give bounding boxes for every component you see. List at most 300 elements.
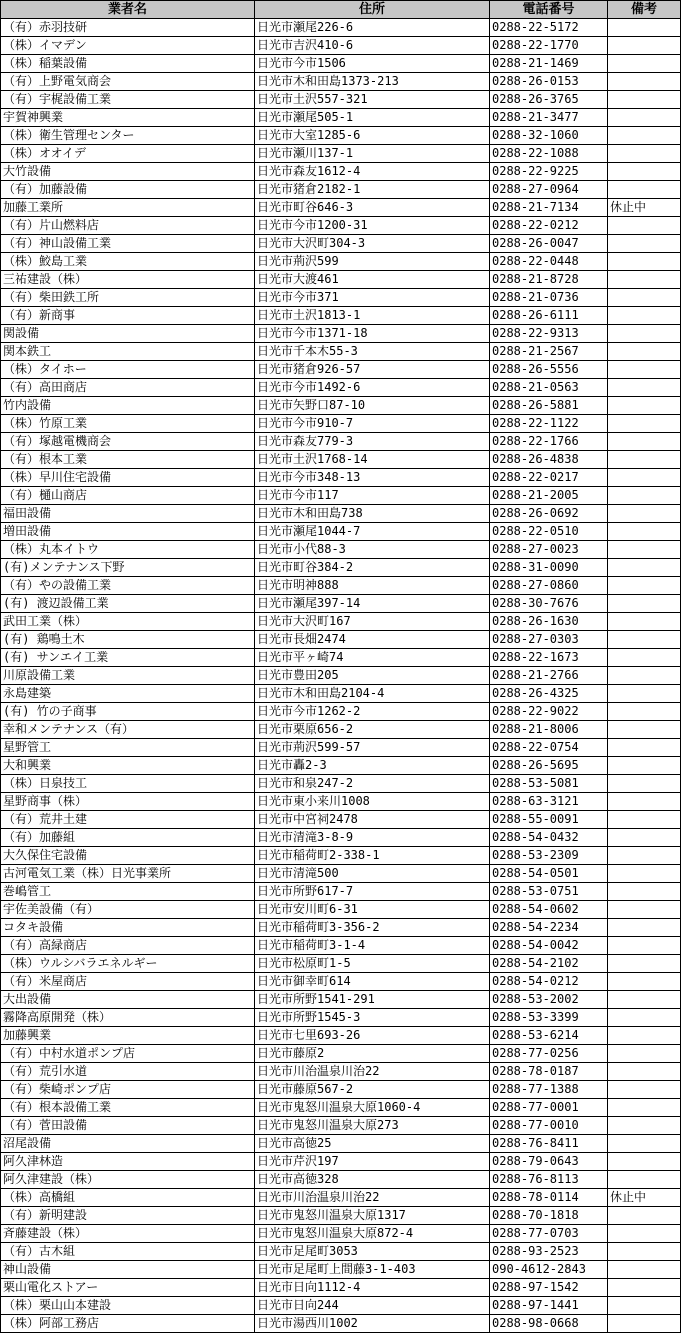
remarks-cell bbox=[608, 1081, 681, 1099]
phone-cell: 090-4612-2843 bbox=[490, 1261, 608, 1279]
company-name-cell: （株）オオイデ bbox=[1, 145, 255, 163]
phone-cell: 0288-26-0047 bbox=[490, 235, 608, 253]
address-cell: 日光市所野1541-291 bbox=[255, 991, 490, 1009]
remarks-cell bbox=[608, 1297, 681, 1315]
address-cell: 日光市湯西川1002 bbox=[255, 1315, 490, 1333]
company-name-cell: 霧降高原開発（株） bbox=[1, 1009, 255, 1027]
address-cell: 日光市大沢町304-3 bbox=[255, 235, 490, 253]
address-cell: 日光市稲荷町3-356-2 bbox=[255, 919, 490, 937]
remarks-cell bbox=[608, 757, 681, 775]
phone-cell: 0288-26-5881 bbox=[490, 397, 608, 415]
table-row bbox=[1, 523, 681, 541]
company-name-cell: 星野管工 bbox=[1, 739, 255, 757]
phone-cell: 0288-26-0692 bbox=[490, 505, 608, 523]
table-row bbox=[1, 937, 681, 955]
company-name-cell: (有)メンテナンス下野 bbox=[1, 559, 255, 577]
phone-cell: 0288-53-0751 bbox=[490, 883, 608, 901]
remarks-cell bbox=[608, 577, 681, 595]
table-row bbox=[1, 1009, 681, 1027]
address-cell: 日光市平ヶ崎74 bbox=[255, 649, 490, 667]
company-name-cell: 増田設備 bbox=[1, 523, 255, 541]
remarks-cell bbox=[608, 1153, 681, 1171]
table-row bbox=[1, 55, 681, 73]
phone-cell: 0288-26-6111 bbox=[490, 307, 608, 325]
phone-cell: 0288-77-1388 bbox=[490, 1081, 608, 1099]
company-name-cell: （有）根本工業 bbox=[1, 451, 255, 469]
company-name-cell: （有）塚越電機商会 bbox=[1, 433, 255, 451]
table-row bbox=[1, 235, 681, 253]
remarks-cell bbox=[608, 163, 681, 181]
table-row bbox=[1, 415, 681, 433]
company-name-cell: 古河電気工業（株）日光事業所 bbox=[1, 865, 255, 883]
phone-cell: 0288-63-3121 bbox=[490, 793, 608, 811]
phone-cell: 0288-54-2234 bbox=[490, 919, 608, 937]
address-cell: 日光市小代88-3 bbox=[255, 541, 490, 559]
table-row bbox=[1, 469, 681, 487]
company-name-cell: 阿久津林造 bbox=[1, 1153, 255, 1171]
company-name-cell: 加藤興業 bbox=[1, 1027, 255, 1045]
phone-cell: 0288-32-1060 bbox=[490, 127, 608, 145]
company-name-cell: 宇賀神興業 bbox=[1, 109, 255, 127]
phone-cell: 0288-22-0448 bbox=[490, 253, 608, 271]
company-name-cell: （有）荒引水道 bbox=[1, 1063, 255, 1081]
remarks-cell bbox=[608, 325, 681, 343]
phone-cell: 0288-97-1542 bbox=[490, 1279, 608, 1297]
address-cell: 日光市森友779-3 bbox=[255, 433, 490, 451]
remarks-cell bbox=[608, 271, 681, 289]
table-row bbox=[1, 1045, 681, 1063]
remarks-cell bbox=[608, 865, 681, 883]
address-cell: 日光市栗原656-2 bbox=[255, 721, 490, 739]
address-cell: 日光市瀬尾226-6 bbox=[255, 19, 490, 37]
company-name-cell: 沼尾設備 bbox=[1, 1135, 255, 1153]
address-cell: 日光市瀬尾505-1 bbox=[255, 109, 490, 127]
table-row bbox=[1, 1207, 681, 1225]
phone-cell: 0288-22-0212 bbox=[490, 217, 608, 235]
company-name-cell: (有) 渡辺設備工業 bbox=[1, 595, 255, 613]
table-row bbox=[1, 127, 681, 145]
phone-cell: 0288-93-2523 bbox=[490, 1243, 608, 1261]
header-phone: 電話番号 bbox=[490, 1, 608, 19]
remarks-cell bbox=[608, 541, 681, 559]
table-row bbox=[1, 721, 681, 739]
remarks-cell: 休止中 bbox=[608, 1189, 681, 1207]
phone-cell: 0288-27-0303 bbox=[490, 631, 608, 649]
address-cell: 日光市所野617-7 bbox=[255, 883, 490, 901]
address-cell: 日光市今市348-13 bbox=[255, 469, 490, 487]
remarks-cell bbox=[608, 505, 681, 523]
table-row bbox=[1, 811, 681, 829]
phone-cell: 0288-22-1122 bbox=[490, 415, 608, 433]
address-cell: 日光市土沢1768-14 bbox=[255, 451, 490, 469]
address-cell: 日光市今市1506 bbox=[255, 55, 490, 73]
phone-cell: 0288-22-9313 bbox=[490, 325, 608, 343]
phone-cell: 0288-79-0643 bbox=[490, 1153, 608, 1171]
phone-cell: 0288-30-7676 bbox=[490, 595, 608, 613]
remarks-cell bbox=[608, 253, 681, 271]
table-row bbox=[1, 325, 681, 343]
header-company-name: 業者名 bbox=[1, 1, 255, 19]
remarks-cell bbox=[608, 37, 681, 55]
remarks-cell bbox=[608, 217, 681, 235]
phone-cell: 0288-53-2002 bbox=[490, 991, 608, 1009]
address-cell: 日光市稲荷町2-338-1 bbox=[255, 847, 490, 865]
address-cell: 日光市大室1285-6 bbox=[255, 127, 490, 145]
remarks-cell bbox=[608, 829, 681, 847]
company-name-cell: 三祐建設（株） bbox=[1, 271, 255, 289]
phone-cell: 0288-54-0042 bbox=[490, 937, 608, 955]
table-row bbox=[1, 883, 681, 901]
table-row bbox=[1, 793, 681, 811]
remarks-cell bbox=[608, 397, 681, 415]
phone-cell: 0288-77-0010 bbox=[490, 1117, 608, 1135]
address-cell: 日光市清滝500 bbox=[255, 865, 490, 883]
remarks-cell bbox=[608, 487, 681, 505]
table-body bbox=[1, 19, 681, 1333]
company-name-cell: （有）樋山商店 bbox=[1, 487, 255, 505]
remarks-cell bbox=[608, 181, 681, 199]
remarks-cell bbox=[608, 343, 681, 361]
company-name-cell: （有）加藤設備 bbox=[1, 181, 255, 199]
remarks-cell bbox=[608, 955, 681, 973]
address-cell: 日光市千本木55-3 bbox=[255, 343, 490, 361]
phone-cell: 0288-78-0114 bbox=[490, 1189, 608, 1207]
phone-cell: 0288-53-2309 bbox=[490, 847, 608, 865]
company-name-cell: （有）加藤組 bbox=[1, 829, 255, 847]
remarks-cell bbox=[608, 1063, 681, 1081]
company-name-cell: 川原設備工業 bbox=[1, 667, 255, 685]
remarks-cell bbox=[608, 685, 681, 703]
company-name-cell: （株）栗山山本建設 bbox=[1, 1297, 255, 1315]
table-row bbox=[1, 217, 681, 235]
address-cell: 日光市川治温泉川治22 bbox=[255, 1063, 490, 1081]
table-row bbox=[1, 361, 681, 379]
company-name-cell: 加藤工業所 bbox=[1, 199, 255, 217]
table-row bbox=[1, 1027, 681, 1045]
company-name-cell: （有）米屋商店 bbox=[1, 973, 255, 991]
company-name-cell: （有）赤羽技研 bbox=[1, 19, 255, 37]
company-name-cell: 巻嶋管工 bbox=[1, 883, 255, 901]
address-cell: 日光市豊田205 bbox=[255, 667, 490, 685]
company-name-cell: （有）柴崎ポンプ店 bbox=[1, 1081, 255, 1099]
address-cell: 日光市今市371 bbox=[255, 289, 490, 307]
phone-cell: 0288-22-0754 bbox=[490, 739, 608, 757]
company-name-cell: （株）竹原工業 bbox=[1, 415, 255, 433]
company-name-cell: （株）ウルシバラエネルギー bbox=[1, 955, 255, 973]
company-name-cell: 大出設備 bbox=[1, 991, 255, 1009]
remarks-cell bbox=[608, 1027, 681, 1045]
phone-cell: 0288-21-2005 bbox=[490, 487, 608, 505]
remarks-cell bbox=[608, 1207, 681, 1225]
phone-cell: 0288-76-8411 bbox=[490, 1135, 608, 1153]
company-name-cell: （有）新商事 bbox=[1, 307, 255, 325]
remarks-cell bbox=[608, 631, 681, 649]
table-row bbox=[1, 109, 681, 127]
phone-cell: 0288-21-0736 bbox=[490, 289, 608, 307]
phone-cell: 0288-21-0563 bbox=[490, 379, 608, 397]
table-row bbox=[1, 559, 681, 577]
table-row bbox=[1, 451, 681, 469]
company-name-cell: 神山設備 bbox=[1, 1261, 255, 1279]
table-row bbox=[1, 901, 681, 919]
company-name-cell: 阿久津建設（株） bbox=[1, 1171, 255, 1189]
phone-cell: 0288-27-0023 bbox=[490, 541, 608, 559]
remarks-cell bbox=[608, 703, 681, 721]
phone-cell: 0288-21-7134 bbox=[490, 199, 608, 217]
address-cell: 日光市猪倉2182-1 bbox=[255, 181, 490, 199]
table-row bbox=[1, 253, 681, 271]
remarks-cell bbox=[608, 1261, 681, 1279]
company-name-cell: （株）早川住宅設備 bbox=[1, 469, 255, 487]
table-row bbox=[1, 613, 681, 631]
phone-cell: 0288-21-8006 bbox=[490, 721, 608, 739]
company-name-cell: (有) 竹の子商事 bbox=[1, 703, 255, 721]
table-row bbox=[1, 163, 681, 181]
company-name-cell: 武田工業（株） bbox=[1, 613, 255, 631]
phone-cell: 0288-98-0668 bbox=[490, 1315, 608, 1333]
company-name-cell: （株）衛生管理センター bbox=[1, 127, 255, 145]
address-cell: 日光市瀬尾397-14 bbox=[255, 595, 490, 613]
remarks-cell bbox=[608, 415, 681, 433]
address-cell: 日光市清滝3-8-9 bbox=[255, 829, 490, 847]
address-cell: 日光市木和田島738 bbox=[255, 505, 490, 523]
table-row bbox=[1, 865, 681, 883]
remarks-cell bbox=[608, 73, 681, 91]
address-cell: 日光市所野1545-3 bbox=[255, 1009, 490, 1027]
phone-cell: 0288-53-3399 bbox=[490, 1009, 608, 1027]
phone-cell: 0288-22-9225 bbox=[490, 163, 608, 181]
table-row bbox=[1, 343, 681, 361]
phone-cell: 0288-21-2567 bbox=[490, 343, 608, 361]
company-name-cell: （有）菅田設備 bbox=[1, 1117, 255, 1135]
address-cell: 日光市安川町6-31 bbox=[255, 901, 490, 919]
table-row bbox=[1, 1153, 681, 1171]
company-name-cell: 星野商事（株） bbox=[1, 793, 255, 811]
table-row bbox=[1, 919, 681, 937]
table-row bbox=[1, 73, 681, 91]
phone-cell: 0288-26-5695 bbox=[490, 757, 608, 775]
company-name-cell: 幸和メンテナンス（有） bbox=[1, 721, 255, 739]
table-row bbox=[1, 1243, 681, 1261]
phone-cell: 0288-22-0217 bbox=[490, 469, 608, 487]
address-cell: 日光市高徳25 bbox=[255, 1135, 490, 1153]
phone-cell: 0288-27-0860 bbox=[490, 577, 608, 595]
address-cell: 日光市森友1612-4 bbox=[255, 163, 490, 181]
remarks-cell bbox=[608, 1171, 681, 1189]
address-cell: 日光市木和田島1373-213 bbox=[255, 73, 490, 91]
address-cell: 日光市今市910-7 bbox=[255, 415, 490, 433]
company-name-cell: （株）丸本イトウ bbox=[1, 541, 255, 559]
phone-cell: 0288-26-3765 bbox=[490, 91, 608, 109]
table-row bbox=[1, 1063, 681, 1081]
address-cell: 日光市藤原2 bbox=[255, 1045, 490, 1063]
remarks-cell bbox=[608, 55, 681, 73]
address-cell: 日光市七里693-26 bbox=[255, 1027, 490, 1045]
phone-cell: 0288-22-9022 bbox=[490, 703, 608, 721]
company-name-cell: （有）古木組 bbox=[1, 1243, 255, 1261]
phone-cell: 0288-22-1766 bbox=[490, 433, 608, 451]
address-cell: 日光市東小来川1008 bbox=[255, 793, 490, 811]
table-row bbox=[1, 433, 681, 451]
company-name-cell: （有）神山設備工業 bbox=[1, 235, 255, 253]
address-cell: 日光市足尾町3053 bbox=[255, 1243, 490, 1261]
remarks-cell bbox=[608, 613, 681, 631]
phone-cell: 0288-97-1441 bbox=[490, 1297, 608, 1315]
remarks-cell bbox=[608, 883, 681, 901]
address-cell: 日光市藤原567-2 bbox=[255, 1081, 490, 1099]
address-cell: 日光市今市1371-18 bbox=[255, 325, 490, 343]
phone-cell: 0288-27-0964 bbox=[490, 181, 608, 199]
company-name-cell: （有）荒井土建 bbox=[1, 811, 255, 829]
table-row bbox=[1, 271, 681, 289]
phone-cell: 0288-26-4325 bbox=[490, 685, 608, 703]
table-row bbox=[1, 199, 681, 217]
table-row bbox=[1, 1189, 681, 1207]
company-name-cell: 大和興業 bbox=[1, 757, 255, 775]
address-cell: 日光市中宮祠2478 bbox=[255, 811, 490, 829]
remarks-cell bbox=[608, 1045, 681, 1063]
remarks-cell bbox=[608, 811, 681, 829]
company-name-cell: （有）新明建設 bbox=[1, 1207, 255, 1225]
remarks-cell bbox=[608, 1225, 681, 1243]
table-row bbox=[1, 37, 681, 55]
address-cell: 日光市芹沢197 bbox=[255, 1153, 490, 1171]
address-cell: 日光市町谷384-2 bbox=[255, 559, 490, 577]
address-cell: 日光市鬼怒川温泉大原1317 bbox=[255, 1207, 490, 1225]
company-name-cell: （有）柴田鉄工所 bbox=[1, 289, 255, 307]
header-address: 住所 bbox=[255, 1, 490, 19]
phone-cell: 0288-26-0153 bbox=[490, 73, 608, 91]
remarks-cell bbox=[608, 919, 681, 937]
phone-cell: 0288-54-2102 bbox=[490, 955, 608, 973]
phone-cell: 0288-77-0001 bbox=[490, 1099, 608, 1117]
remarks-cell bbox=[608, 1009, 681, 1027]
table-row bbox=[1, 1081, 681, 1099]
remarks-cell bbox=[608, 235, 681, 253]
table-row bbox=[1, 505, 681, 523]
remarks-cell bbox=[608, 1315, 681, 1333]
company-name-cell: （株）日泉技工 bbox=[1, 775, 255, 793]
table-row bbox=[1, 757, 681, 775]
address-cell: 日光市今市117 bbox=[255, 487, 490, 505]
address-cell: 日光市御幸町614 bbox=[255, 973, 490, 991]
remarks-cell bbox=[608, 145, 681, 163]
address-cell: 日光市日向1112-4 bbox=[255, 1279, 490, 1297]
phone-cell: 0288-26-1630 bbox=[490, 613, 608, 631]
remarks-cell bbox=[608, 847, 681, 865]
phone-cell: 0288-78-0187 bbox=[490, 1063, 608, 1081]
company-name-cell: （有）高緑商店 bbox=[1, 937, 255, 955]
remarks-cell bbox=[608, 739, 681, 757]
address-cell: 日光市木和田島2104-4 bbox=[255, 685, 490, 703]
remarks-cell bbox=[608, 721, 681, 739]
phone-cell: 0288-76-8113 bbox=[490, 1171, 608, 1189]
table-row bbox=[1, 649, 681, 667]
table-row bbox=[1, 577, 681, 595]
remarks-cell bbox=[608, 1243, 681, 1261]
remarks-cell bbox=[608, 991, 681, 1009]
table-row bbox=[1, 667, 681, 685]
table-header bbox=[1, 1, 681, 19]
phone-cell: 0288-55-0091 bbox=[490, 811, 608, 829]
phone-cell: 0288-21-2766 bbox=[490, 667, 608, 685]
table-row bbox=[1, 181, 681, 199]
remarks-cell bbox=[608, 523, 681, 541]
remarks-cell bbox=[608, 1279, 681, 1297]
remarks-cell bbox=[608, 1117, 681, 1135]
table-row bbox=[1, 541, 681, 559]
phone-cell: 0288-54-0501 bbox=[490, 865, 608, 883]
address-cell: 日光市鬼怒川温泉大原273 bbox=[255, 1117, 490, 1135]
remarks-cell bbox=[608, 127, 681, 145]
address-cell: 日光市今市1200-31 bbox=[255, 217, 490, 235]
table-row bbox=[1, 1171, 681, 1189]
remarks-cell bbox=[608, 379, 681, 397]
address-cell: 日光市荊沢599 bbox=[255, 253, 490, 271]
address-cell: 日光市矢野口87-10 bbox=[255, 397, 490, 415]
phone-cell: 0288-70-1818 bbox=[490, 1207, 608, 1225]
address-cell: 日光市明神888 bbox=[255, 577, 490, 595]
company-name-cell: （株）鮫島工業 bbox=[1, 253, 255, 271]
table-row bbox=[1, 1261, 681, 1279]
phone-cell: 0288-53-5081 bbox=[490, 775, 608, 793]
remarks-cell bbox=[608, 19, 681, 37]
table-row bbox=[1, 91, 681, 109]
header-row bbox=[1, 1, 681, 19]
phone-cell: 0288-26-4838 bbox=[490, 451, 608, 469]
remarks-cell bbox=[608, 451, 681, 469]
remarks-cell bbox=[608, 307, 681, 325]
address-cell: 日光市和泉247-2 bbox=[255, 775, 490, 793]
table-row bbox=[1, 307, 681, 325]
address-cell: 日光市猪倉926-57 bbox=[255, 361, 490, 379]
address-cell: 日光市土沢1813-1 bbox=[255, 307, 490, 325]
table-row bbox=[1, 487, 681, 505]
address-cell: 日光市高徳328 bbox=[255, 1171, 490, 1189]
company-name-cell: （有）やの設備工業 bbox=[1, 577, 255, 595]
phone-cell: 0288-26-5556 bbox=[490, 361, 608, 379]
address-cell: 日光市今市1492-6 bbox=[255, 379, 490, 397]
table-row bbox=[1, 1225, 681, 1243]
company-name-cell: 栗山電化ストアー bbox=[1, 1279, 255, 1297]
table-row bbox=[1, 397, 681, 415]
company-name-cell: 竹内設備 bbox=[1, 397, 255, 415]
remarks-cell bbox=[608, 973, 681, 991]
address-cell: 日光市川治温泉川治22 bbox=[255, 1189, 490, 1207]
company-name-cell: （株）稲葉設備 bbox=[1, 55, 255, 73]
address-cell: 日光市町谷646-3 bbox=[255, 199, 490, 217]
table-row bbox=[1, 973, 681, 991]
table-row bbox=[1, 847, 681, 865]
company-name-cell: （株）タイホー bbox=[1, 361, 255, 379]
phone-cell: 0288-22-1673 bbox=[490, 649, 608, 667]
table-row bbox=[1, 379, 681, 397]
company-name-cell: （有）中村水道ポンプ店 bbox=[1, 1045, 255, 1063]
remarks-cell bbox=[608, 667, 681, 685]
phone-cell: 0288-21-1469 bbox=[490, 55, 608, 73]
remarks-cell bbox=[608, 901, 681, 919]
table-row bbox=[1, 631, 681, 649]
address-cell: 日光市大渡461 bbox=[255, 271, 490, 289]
table-row bbox=[1, 829, 681, 847]
remarks-cell bbox=[608, 469, 681, 487]
phone-cell: 0288-53-6214 bbox=[490, 1027, 608, 1045]
remarks-cell bbox=[608, 793, 681, 811]
phone-cell: 0288-77-0703 bbox=[490, 1225, 608, 1243]
company-name-cell: （有）高田商店 bbox=[1, 379, 255, 397]
address-cell: 日光市稲荷町3-1-4 bbox=[255, 937, 490, 955]
address-cell: 日光市大沢町167 bbox=[255, 613, 490, 631]
